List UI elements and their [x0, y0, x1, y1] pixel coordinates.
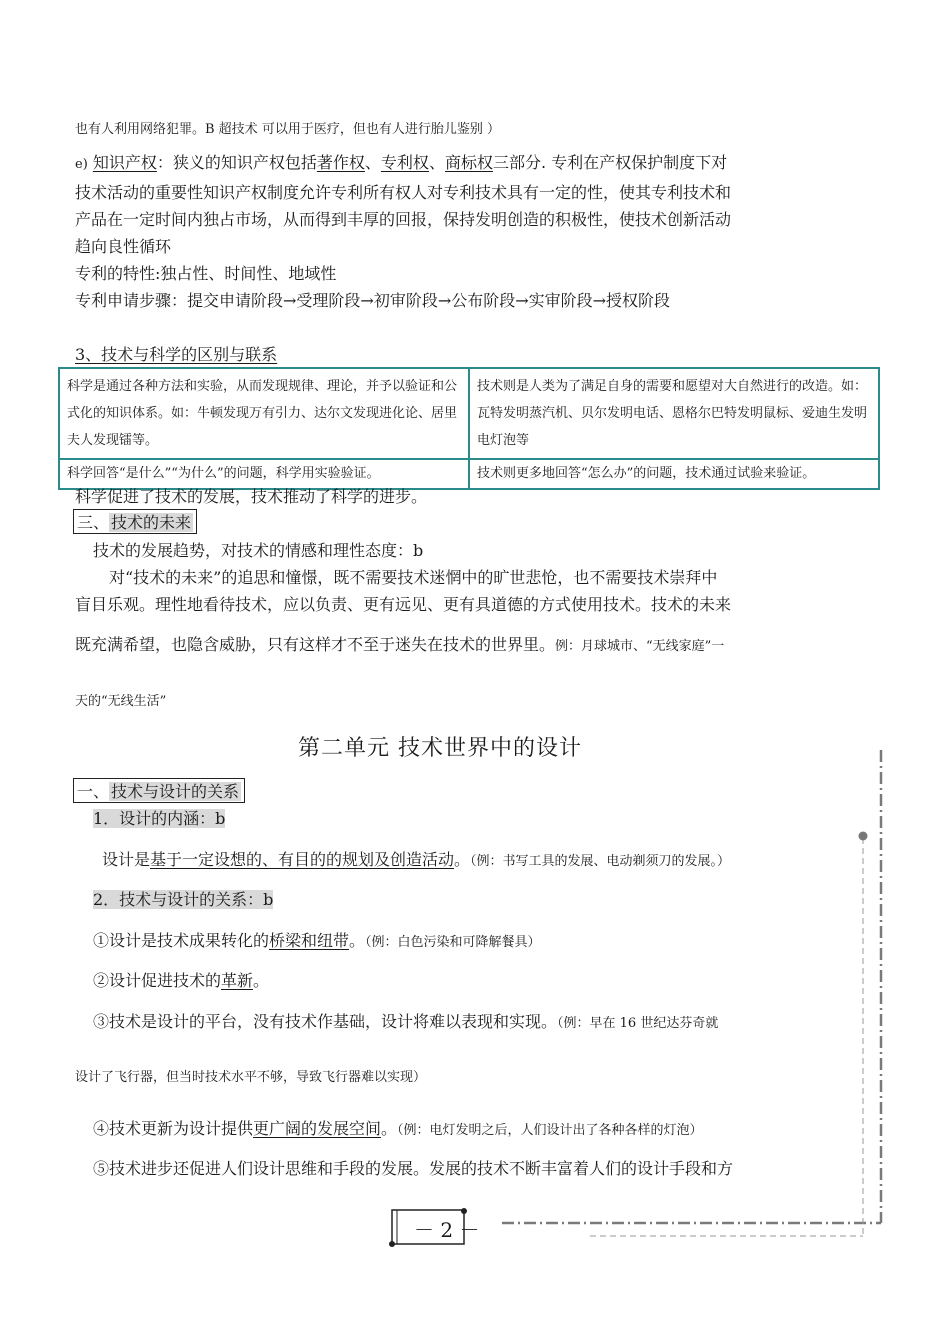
text-fragment: ④技术更新为设计提供 [93, 1119, 254, 1138]
text-fragment: 。 [454, 850, 471, 869]
patent-steps: 专利申请步骤：提交申请阶段→受理阶段→初审阶段→公布阶段→实审阶段→授权阶段 [75, 291, 671, 310]
patent-traits: 专利的特性:独占性、时间性、地域性 [75, 264, 337, 283]
text-fragment: 、 [364, 153, 381, 172]
table-cell: 科学是通过各种方法和实验，从而发现规律、理论，并予以验证和公式化的知识体系。如：牛顿发现万有引力、达尔文发现进化论、居里夫人发现镭等。 [59, 368, 469, 459]
section-title: 技术与设计的关系 [111, 782, 240, 801]
text-fragment: ①设计是技术成果转化的 [93, 931, 270, 950]
section-title: 技术的未来 [111, 513, 192, 532]
text-fragment: 设计是 [102, 850, 151, 869]
example-text: （例：电灯发明之后，人们设计出了各种各样的灯泡） [397, 1123, 703, 1138]
section-heading: 3、技术与科学的区别与联系 [75, 345, 278, 364]
text-fragment: 三部分. 专利在产权保护制度下对 [492, 153, 728, 172]
text-line: 科学促进了技术的发展，技术推动了科学的进步。 [75, 487, 428, 506]
text-line: 天的“无线生活” [75, 694, 167, 709]
section-number: 三、 [77, 513, 110, 532]
section-heading-box [73, 509, 197, 534]
subheading: 技术的发展趋势，对技术的情感和理性态度：b [93, 541, 424, 560]
term-trademark: 商标权 [444, 153, 493, 172]
list-item [93, 968, 269, 991]
table-cell: 科学回答“是什么”“为什么”的问题，科学用实验验证。 [59, 459, 469, 489]
text-line: 也有人利用网络犯罪。B 超技术 可以用于医疗，但也有人进行胎儿鉴别 ） [75, 122, 500, 137]
text-fragment: ：狭义的知识产权包括 [156, 153, 317, 172]
page-title: 第二单元 技术世界中的设计 [298, 736, 582, 761]
decorative-frame [380, 748, 890, 1258]
text-fragment: 。 [381, 1119, 398, 1138]
text-line [75, 632, 724, 655]
underlined-text: 革新 [221, 971, 254, 990]
text-fragment: 既充满希望，也隐含威胁，只有这样才不至于迷失在技术的世界里。 [75, 635, 556, 654]
example-text: （例：早在 16 世纪达芬奇就 [557, 1016, 719, 1031]
subheading [93, 887, 273, 910]
text-line: 设计了飞行器，但当时技术水平不够，导致飞行器难以实现） [75, 1070, 427, 1085]
term-ip: 知识产权 [92, 153, 157, 172]
term-copyright: 著作权 [316, 153, 365, 172]
term-patent: 专利权 [380, 153, 429, 172]
table-cell: 技术则更多地回答“怎么办”的问题，技术通过试验来验证。 [469, 459, 879, 489]
section-heading-box [73, 778, 245, 803]
text-line: 对“技术的未来”的追思和憧憬，既不需要技术迷惘中的旷世悲怆，也不需要技术崇拜中 [109, 568, 718, 587]
list-marker: e) [75, 157, 88, 172]
example-text: 例：月球城市、“无线家庭”一 [555, 639, 725, 654]
subheading [93, 806, 225, 829]
text-fragment: ③技术是设计的平台，没有技术作基础，设计将难以表现和实现。 [93, 1012, 558, 1031]
table-cell: 技术则是人类为了满足自身的需要和愿望对大自然进行的改造。如：瓦特发明蒸汽机、贝尔发明电话、恩格尔巴特发明鼠标、爱迪生发明电灯泡等 [469, 368, 879, 459]
underlined-text: 更广阔的发展空间 [253, 1119, 382, 1138]
ip-paragraph-line1 [75, 150, 727, 173]
text-line: 盲目乐观。理性地看待技术，应以负责、更有远见、更有具道德的方式使用技术。技术的未来 [75, 595, 732, 614]
page-number: － 2 － [414, 1218, 480, 1242]
ip-paragraph-line4: 趋向良性循环 [75, 237, 172, 256]
comparison-table [58, 367, 880, 490]
text-fragment: 。 [349, 931, 366, 950]
ip-paragraph-line3: 产品在一定时间内独占市场，从而得到丰厚的回报，保持发明创造的积极性，使技术创新活动 [75, 210, 732, 229]
section-number: 一、 [77, 782, 110, 801]
example-text: （例：白色污染和可降解餐具） [365, 935, 541, 950]
underlined-text: 桥梁和纽带 [269, 931, 350, 950]
ip-paragraph-line2: 技术活动的重要性知识产权制度允许专利所有权人对专利技术具有一定的性，使其专利技术和 [75, 183, 732, 202]
subheading-text: 2．技术与设计的关系：b [93, 890, 274, 909]
underlined-text: 基于一定设想的、有目的的规划及创造活动 [150, 850, 455, 869]
text-fragment: ②设计促进技术的 [93, 971, 222, 990]
table-row [59, 368, 879, 459]
list-item: ⑤技术进步还促进人们设计思维和手段的发展。发展的技术不断丰富着人们的设计手段和方 [93, 1159, 734, 1178]
text-fragment: 。 [253, 971, 270, 990]
example-text: （例：书写工具的发展、电动剃须刀的发展。） [470, 854, 731, 869]
subheading-text: 1．设计的内涵：b [93, 809, 226, 828]
text-fragment: 、 [428, 153, 445, 172]
